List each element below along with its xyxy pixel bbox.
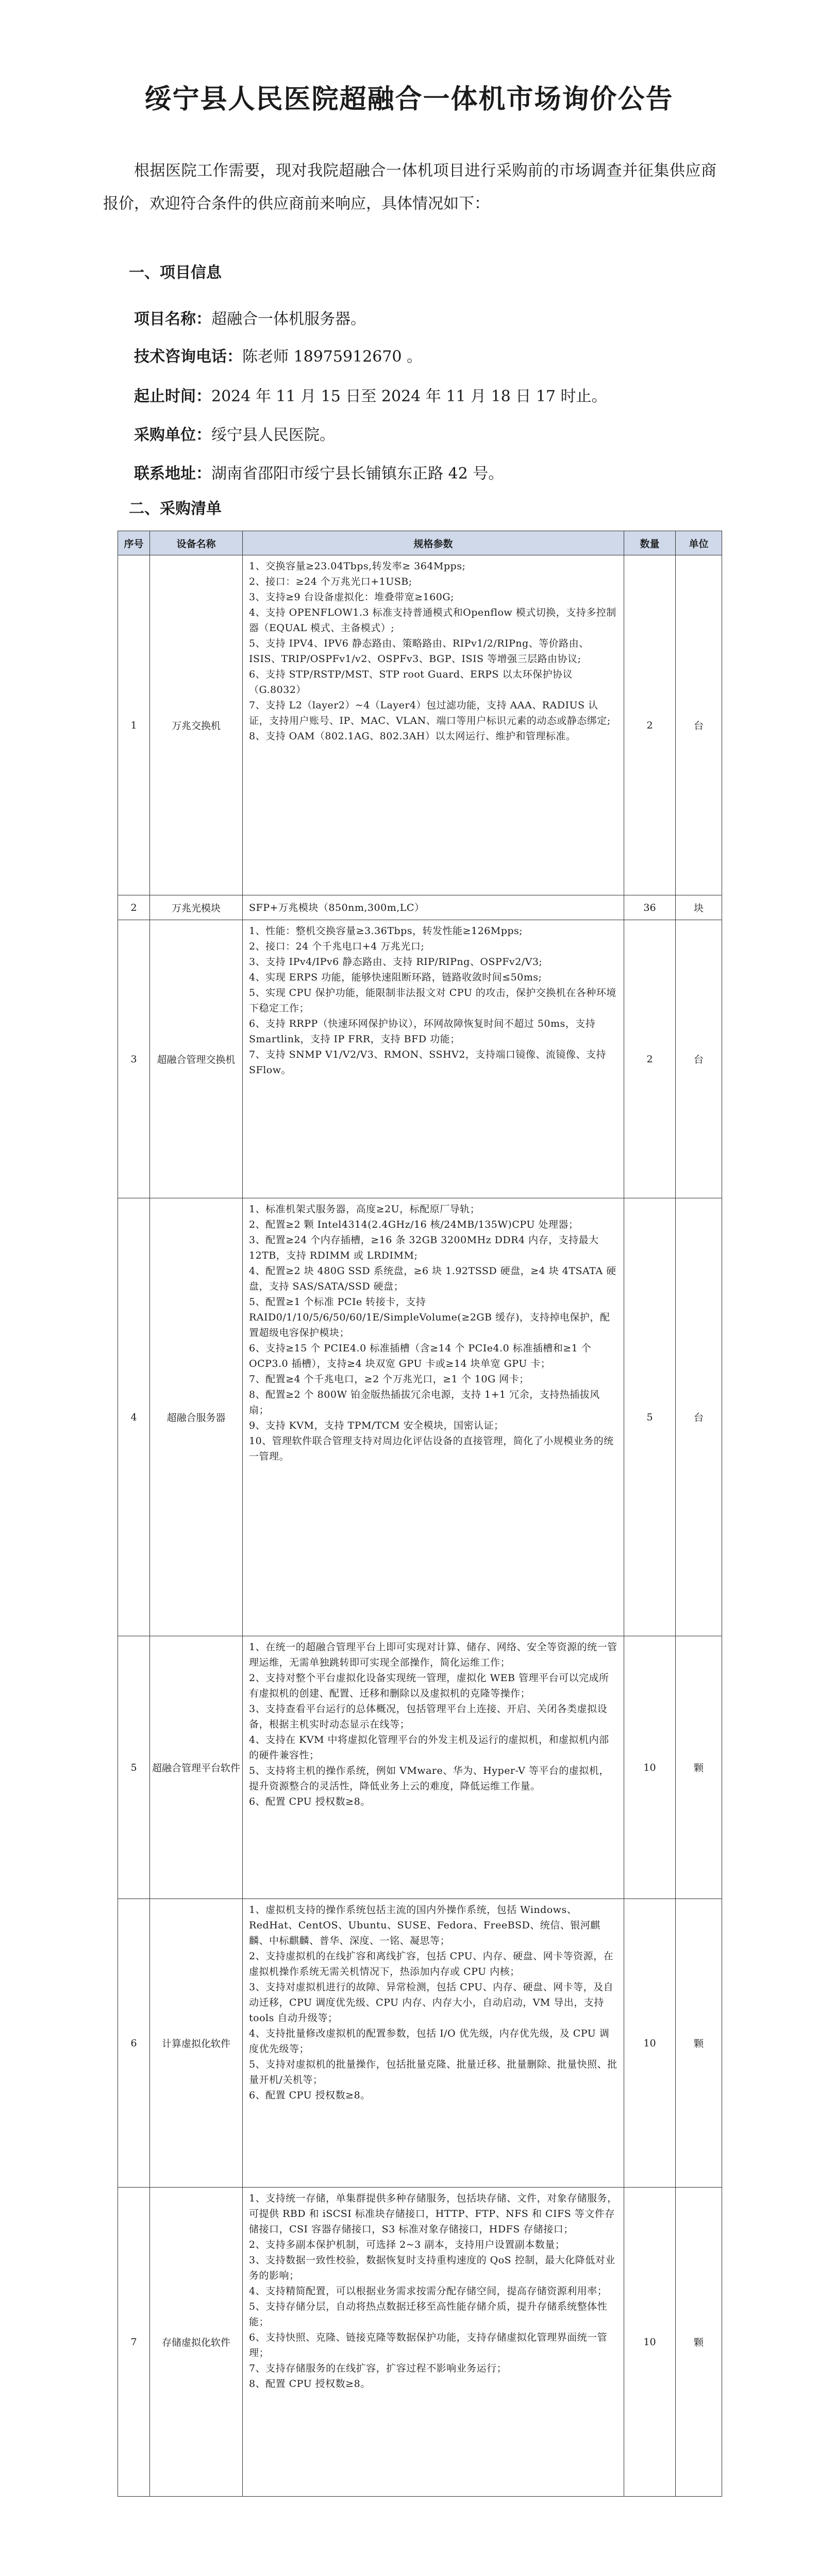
project-name-label: 项目名称： — [134, 310, 211, 328]
spec-line: 4、支持批量修改虚拟机的配置参数，包括 I/O 优先级，内存优先级，及 CPU 调度优先级等； — [249, 2028, 610, 2055]
spec-line: 3、支持≥9 台设备虚拟化：堆叠带宽≥160G; — [249, 591, 454, 603]
spec-line: SFP+万兆模块（850nm,300m,LC） — [249, 902, 425, 913]
spec-line: 1、交换容量≥23.04Tbps,转发率≥ 364Mpps; — [249, 561, 466, 572]
page-title: 绥宁县人民医院超融合一体机市场询价公告 — [144, 83, 674, 115]
table-row — [118, 555, 722, 895]
row-number: 7 — [118, 2188, 150, 2497]
spec-line: 5、支持存储分层，自动将热点数据迁移至高性能存储介质，提升存储系统整体性能； — [249, 2301, 608, 2328]
spec-line: 4、实现 ERPS 功能，能够快速阻断环路，链路收敛时间≤50ms; — [249, 972, 542, 983]
address-line — [134, 464, 716, 484]
equipment-name: 存储虚拟化软件 — [150, 2188, 243, 2497]
spec-line: 7、配置≥4 个千兆电口，≥2 个万兆光口，≥1 个 10G 网卡； — [249, 1374, 529, 1385]
column-header: 数量 — [624, 531, 676, 555]
unit-label: 采购单位： — [134, 426, 211, 444]
quantity: 36 — [624, 895, 676, 920]
equipment-name: 超融合管理交换机 — [150, 920, 243, 1198]
spec-line: 1、性能：整机交换容量≥3.36Tbps，转发性能≥126Mpps; — [249, 925, 523, 937]
spec-cell — [243, 920, 624, 1198]
table-row — [118, 2188, 722, 2497]
unit-line — [134, 425, 716, 446]
spec-line: 5、实现 CPU 保护功能，能限制非法报文对 CPU 的攻击，保护交换机在各种环境下稳定工作； — [249, 987, 616, 1014]
quantity: 2 — [624, 920, 676, 1198]
unit: 台 — [676, 1198, 722, 1636]
spec-line: 4、配置≥2 块 480G SSD 系统盘，≥6 块 1.92TSSD 硬盘，≥4 块 4TSATA 硬盘，支持 SAS/SATA/SSD 硬盘； — [249, 1265, 616, 1292]
unit: 颗 — [676, 1636, 722, 1899]
table-row — [118, 1198, 722, 1636]
spec-line: 3、支持数据一致性校验，数据恢复时支持重构速度的 QoS 控制，最大化降低对业务的影响； — [249, 2255, 615, 2281]
spec-line: 3、配置≥24 个内存插槽，≥16 条 32GB 3200MHz DDR4 内存，支持最大 12TB，支持 RDIMM 或 LRDIMM; — [249, 1234, 599, 1261]
column-header: 单位 — [676, 531, 722, 555]
spec-cell — [243, 2188, 624, 2497]
project-name-value: 超融合一体机服务器。 — [211, 310, 366, 328]
spec-line: 2、接口：24 个千兆电口+4 万兆光口; — [249, 941, 425, 952]
quantity: 5 — [624, 1198, 676, 1636]
contact-value: 陈老师 18975912670 。 — [242, 348, 423, 366]
spec-line: 5、配置≥1 个标准 PCIe 转接卡，支持 RAID0/1/10/5/6/50/60/1E/SimpleVolume(≥2GB 缓存)，支持掉电保护，配置超级电容保护模块； — [249, 1296, 610, 1338]
period-line — [134, 386, 716, 407]
table-row — [118, 895, 722, 920]
row-number: 5 — [118, 1636, 150, 1899]
quantity: 10 — [624, 1636, 676, 1899]
spec-line: 4、支持精简配置，可以根据业务需求按需分配存储空间，提高存储资源利用率； — [249, 2285, 608, 2297]
unit: 台 — [676, 920, 722, 1198]
contact-label: 技术咨询电话： — [134, 348, 242, 366]
procurement-table — [118, 531, 722, 2497]
spec-line: 8、配置≥2 个 800W 铂金版热插拔冗余电源，支持 1+1 冗余，支持热插拔风扇； — [249, 1389, 600, 1416]
table-row — [118, 1899, 722, 2188]
spec-line: 1、标准机架式服务器，高度≥2U，标配原厂导轨； — [249, 1204, 480, 1215]
spec-line: 9、支持 KVM，支持 TPM/TCM 安全模块，国密认证； — [249, 1420, 504, 1431]
spec-line: 4、支持 OPENFLOW1.3 标准支持普通模式和Openflow 模式切换，支持多控制器（EQUAL 模式、主备模式）; — [249, 607, 616, 634]
column-header: 设备名称 — [150, 531, 243, 555]
unit: 块 — [676, 895, 722, 920]
spec-line: 3、支持 IPv4/IPv6 静态路由、支持 RIP/RIPng、OSPFv2/V3; — [249, 956, 543, 968]
spec-cell — [243, 1899, 624, 2188]
spec-line: 2、支持对整个平台虚拟化设备实现统一管理，虚拟化 WEB 管理平台可以完成所有虚拟机的创建、配置、迁移和删除以及虚拟机的克隆等操作； — [249, 1672, 609, 1699]
project-name-line — [134, 309, 716, 330]
period-label: 起止时间： — [134, 387, 211, 405]
spec-cell — [243, 555, 624, 895]
address-label: 联系地址： — [134, 465, 211, 483]
spec-line: 3、支持对虚拟机进行的故障、异常检测，包括 CPU、内存、硬盘、网卡等，及自动迁移，CPU 调度优先级、CPU 内存、内存大小，自动启动，VM 导出，支持 tools 自动升级等； — [249, 1981, 614, 2024]
spec-line: 1、支持统一存储，单集群提供多种存储服务，包括块存储、文件，对象存储服务，可提供 RBD 和 iSCSI 标准块存储接口，HTTP、FTP、NFS 和 CIFS 等文件存储接口，CSI 容器存储接口，S3 标准对象存储接口，HDFS 存储接口； — [249, 2193, 617, 2235]
spec-line: 5、支持对虚拟机的批量操作，包括批量克隆、批量迁移、批量删除、批量快照、批量开机/关机等； — [249, 2059, 617, 2086]
table-row — [118, 1636, 722, 1899]
contact-line — [134, 347, 716, 367]
equipment-name: 计算虚拟化软件 — [150, 1899, 243, 2188]
row-number: 1 — [118, 555, 150, 895]
spec-cell — [243, 895, 624, 920]
unit-value: 绥宁县人民医院。 — [211, 426, 335, 444]
spec-line: 5、支持 IPV4、IPV6 静态路由、策略路由、RIPv1/2/RIPng、等价路由、ISIS、TRIP/OSPFv1/v2、OSPFv3、BGP、ISIS 等增强三层路由协议; — [249, 638, 589, 665]
address-value: 湖南省邵阳市绥宁县长铺镇东正路 42 号。 — [211, 465, 504, 483]
column-header: 规格参数 — [243, 531, 624, 555]
spec-line: 1、虚拟机支持的操作系统包括主流的国内外操作系统，包括 Windows、RedHat、CentOS、Ubuntu、SUSE、Fedora、FreeBSD、统信、银河麒麟、中标麒麟、普华、深度、一铭、凝思等； — [249, 1904, 600, 1946]
spec-line: 7、支持存储服务的在线扩容，扩容过程不影响业务运行； — [249, 2363, 507, 2374]
spec-line: 1、在统一的超融合管理平台上即可实现对计算、储存、网络、安全等资源的统一管理运维，无需单独跳转即可实现全部操作，简化运维工作； — [249, 1641, 617, 1668]
unit: 颗 — [676, 2188, 722, 2497]
row-number: 4 — [118, 1198, 150, 1636]
spec-line: 6、配置 CPU 授权数≥8。 — [249, 1796, 371, 1807]
spec-line: 5、支持将主机的操作系统，例如 VMware、华为、Hyper-V 等平台的虚拟机，提升资源整合的灵活性，降低业务上云的难度，降低运维工作量。 — [249, 1765, 609, 1792]
equipment-name: 超融合管理平台软件 — [150, 1636, 243, 1899]
spec-line: 3、支持查看平台运行的总体概况，包括管理平台上连接、开启、关闭各类虚拟设备，根据主机实时动态显示在线等； — [249, 1703, 608, 1730]
spec-line: 7、支持 L2（layer2）~4（Layer4）包过滤功能，支持 AAA、RADIUS 认证，支持用户账号、IP、MAC、VLAN、端口等用户标识元素的动态或静态绑定; — [249, 700, 611, 726]
spec-line: 6、支持≥15 个 PCIE4.0 标准插槽（含≥14 个 PCIe4.0 标准插槽和≥1 个 OCP3.0 插槽），支持≥4 块双宽 GPU 卡或≥14 块单宽 GPU 卡； — [249, 1343, 592, 1369]
equipment-name: 万兆交换机 — [150, 555, 243, 895]
equipment-name: 万兆光模块 — [150, 895, 243, 920]
spec-line: 2、支持虚拟机的在线扩容和离线扩容，包括 CPU、内存、硬盘、网卡等资源，在虚拟机操作系统无需关机情况下，热添加内存或 CPU 内核； — [249, 1951, 614, 1977]
spec-line: 4、支持在 KVM 中将虚拟化管理平台的外发主机及运行的虚拟机，和虚拟机内部的硬件兼容性； — [249, 1734, 609, 1761]
spec-line: 2、配置≥2 颗 Intel4314(2.4GHz/16 核/24MB/135W)CPU 处理器； — [249, 1219, 579, 1230]
spec-line: 7、支持 SNMP V1/V2/V3、RMON、SSHV2，支持端口镜像、流镜像、支持 SFlow。 — [249, 1049, 606, 1076]
unit: 颗 — [676, 1899, 722, 2188]
quantity: 10 — [624, 2188, 676, 2497]
quantity: 2 — [624, 555, 676, 895]
spec-line: 6、配置 CPU 授权数≥8。 — [249, 2090, 371, 2101]
spec-line: 2、接口：≥24 个万兆光口+1USB; — [249, 576, 412, 587]
spec-line: 6、支持快照、克隆、链接克隆等数据保护功能，支持存储虚拟化管理界面统一管理； — [249, 2332, 608, 2359]
section-heading-project: 一、项目信息 — [129, 264, 222, 282]
intro-paragraph: 根据医院工作需要，现对我院超融合一体机项目进行采购前的市场调查并征集供应商报价，欢迎符合条件的供应商前来响应，具体情况如下： — [103, 162, 716, 213]
equipment-name: 超融合服务器 — [150, 1198, 243, 1636]
row-number: 3 — [118, 920, 150, 1198]
table-row — [118, 920, 722, 1198]
spec-line: 8、配置 CPU 授权数≥8。 — [249, 2378, 371, 2389]
period-value: 2024 年 11 月 15 日至 2024 年 11 月 18 日 17 时止。 — [211, 387, 607, 405]
spec-cell — [243, 1636, 624, 1899]
spec-line: 10、管理软件联合管理支持对周边化评估设备的直接管理，简化了小规模业务的统一管理。 — [249, 1435, 614, 1462]
unit: 台 — [676, 555, 722, 895]
quantity: 10 — [624, 1899, 676, 2188]
table-header-row — [118, 531, 722, 555]
spec-line: 6、支持 STP/RSTP/MST、STP root Guard、ERPS 以太环保护协议（G.8032） — [249, 669, 573, 696]
row-number: 6 — [118, 1899, 150, 2188]
spec-cell — [243, 1198, 624, 1636]
section-heading-list: 二、采购清单 — [129, 500, 222, 518]
row-number: 2 — [118, 895, 150, 920]
spec-line: 2、支持多副本保护机制，可选择 2~3 副本，支持用户设置副本数量； — [249, 2239, 565, 2250]
column-header: 序号 — [118, 531, 150, 555]
spec-line: 8、支持 OAM（802.1AG、802.3AH）以太网运行、维护和管理标准。 — [249, 731, 576, 742]
spec-line: 6、支持 RRPP（快速环网保护协议），环网故障恢复时间不超过 50ms，支持 Smartlink，支持 IP FRR，支持 BFD 功能； — [249, 1018, 596, 1045]
